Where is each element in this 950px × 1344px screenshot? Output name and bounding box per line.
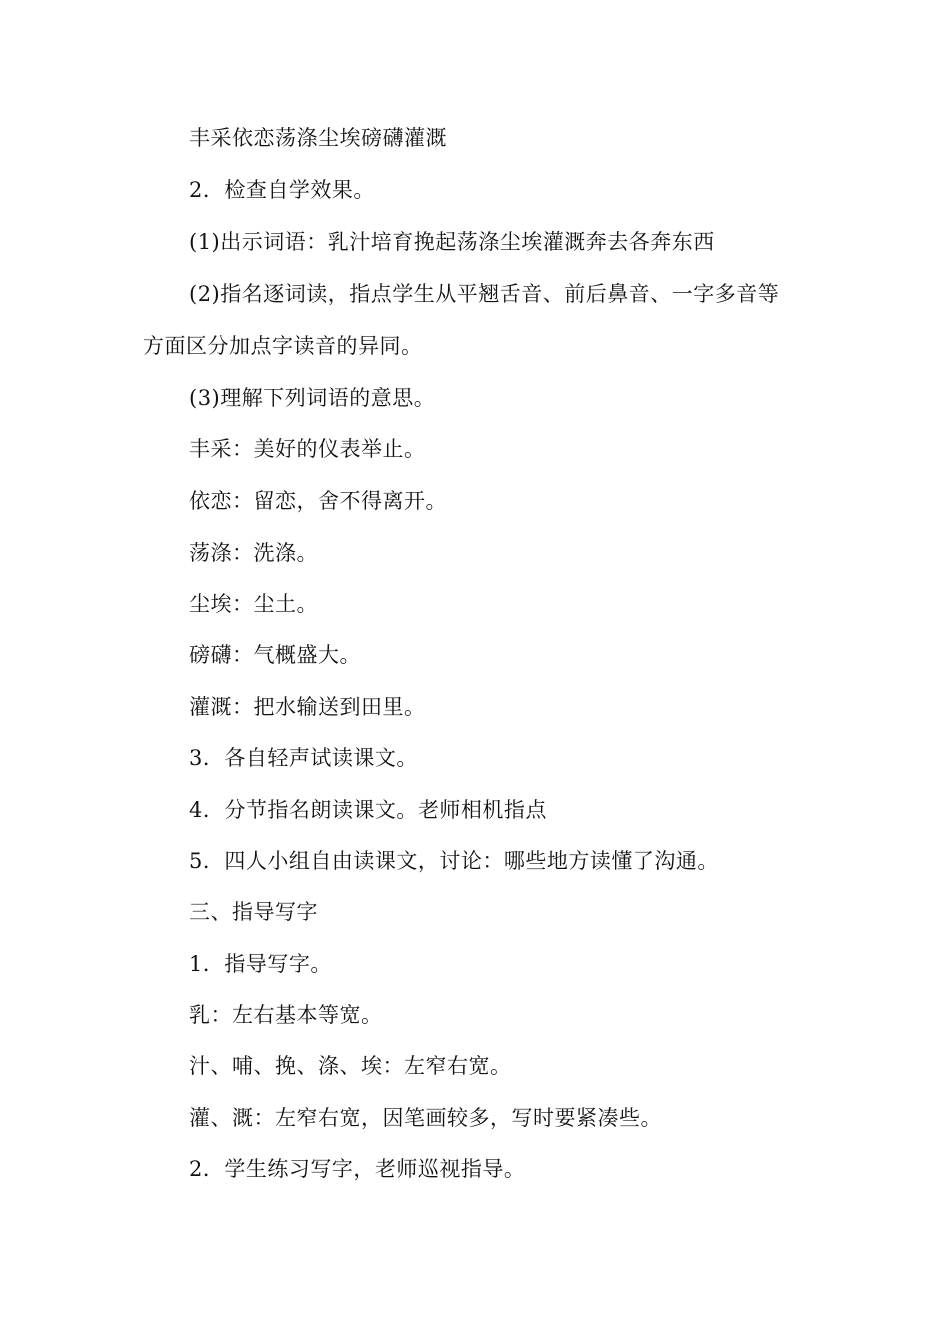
writing-note-left-narrow: 汁、哺、挽、涤、埃：左窄右宽。	[189, 1054, 512, 1078]
writing-step-2-line: 2．学生练习写字，老师巡视指导。	[189, 1157, 526, 1181]
vocab-list-line: 丰采依恋荡涤尘埃磅礴灌溉	[189, 126, 447, 150]
definition-guangai: 灌溉：把水输送到田里。	[189, 695, 426, 719]
substep-1-line: (1)出示词语：乳汁培育挽起荡涤尘埃灌溉奔去各奔东西	[189, 230, 715, 254]
definition-pangbo: 磅礴：气概盛大。	[189, 643, 361, 667]
definition-fengcai: 丰采：美好的仪表举止。	[189, 437, 426, 461]
step-5-line: 5．四人小组自由读课文，讨论：哪些地方读懂了沟通。	[189, 849, 719, 873]
step-3-line: 3．各自轻声试读课文。	[189, 746, 418, 770]
writing-note-ru: 乳：左右基本等宽。	[189, 1003, 383, 1027]
substep-2-continuation: 方面区分加点字读音的异同。	[143, 334, 423, 358]
step-2-heading: 2．检查自学效果。	[189, 178, 375, 202]
substep-3-line: (3)理解下列词语的意思。	[189, 386, 436, 410]
step-4-line: 4．分节指名朗读课文。老师相机指点	[189, 798, 547, 822]
writing-note-guan-gai: 灌、溉：左窄右宽，因笔画较多，写时要紧凑些。	[189, 1106, 662, 1130]
section-3-heading: 三、指导写字	[189, 900, 318, 924]
writing-step-1-line: 1．指导写字。	[189, 952, 332, 976]
definition-chenai: 尘埃：尘土。	[189, 592, 318, 616]
definition-yilian: 依恋：留恋，舍不得离开。	[189, 489, 447, 513]
definition-dangdi: 荡涤：洗涤。	[189, 541, 318, 565]
substep-2-line: (2)指名逐词读，指点学生从平翘舌音、前后鼻音、一字多音等	[189, 282, 780, 306]
